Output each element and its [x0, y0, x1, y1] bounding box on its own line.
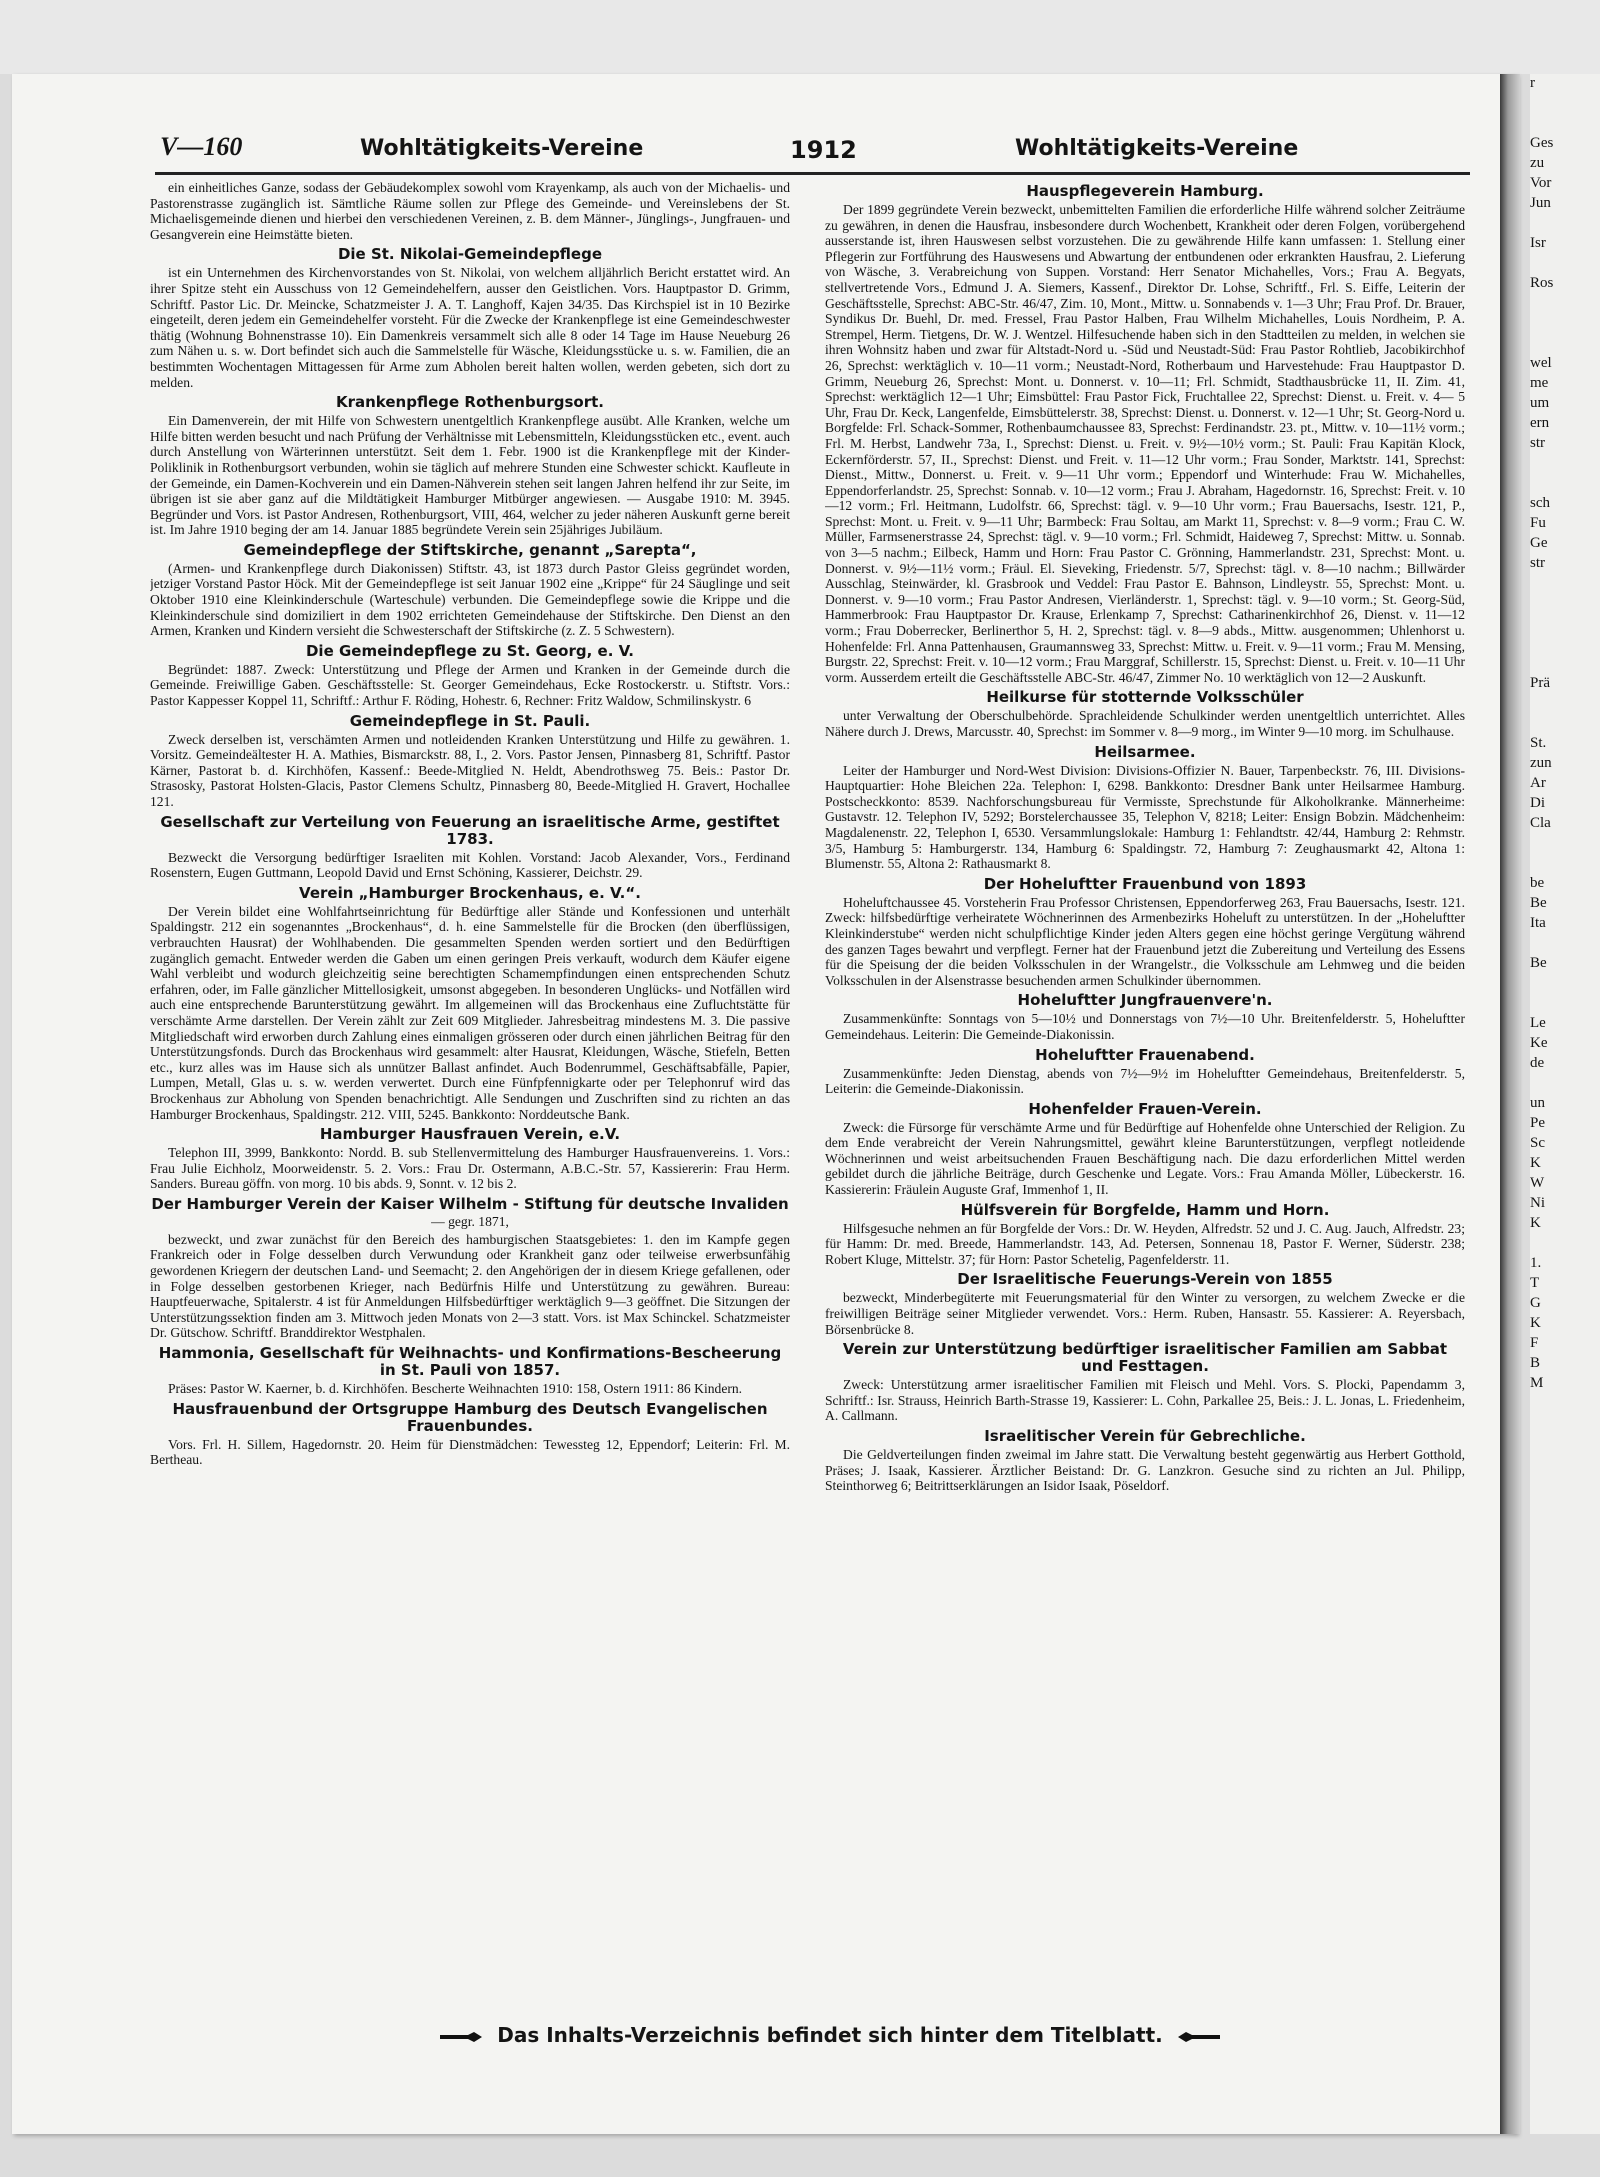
facing-page-fragment	[1530, 74, 1600, 2134]
entry-body: Der Verein bildet eine Wohlfahrtseinrichtung für Bedürftige aller Stände und Konfessionen und unterhält Spaldingstr. 212 ein sogenanntes „Brockenhaus“, d. h. eine Sammelstelle für die Brocken (den überflüssigen, verbrauchten Hausrat) der Wohlhabenden. Die gesammelten Spenden werden sortiert und den Bedürftigen zugänglich gemacht. Entweder werden die Gaben um einen geringen Preis verkauft, wodurch dem Käufer eigene Wahl verbleibt und wodurch gleichzeitig seine berechtigten Schamempfindungen einen entsprechenden Schutz erfahren, oder, im Falle gänzlicher Mittellosigkeit, umsonst abgegeben. In besonderen Unglücks- und Notfällen wird auch eine entsprechende Barunterstützung gewährt. Im allgemeinen will das Brockenhaus eine Zufluchtstätte für verschämte Arme darstellen. Der Verein zählt zur Zeit 609 Mitglieder. Jahresbeitrag mindestens M. 3. Die passive Mitgliedschaft wird erworben durch Zahlung eines einmaligen grösseren oder durch einen jährlichen Beitrag für den Unterstützungsfonds. Durch das Brockenhaus wird gesammelt: alter Hausrat, Kleidungen, Wäsche, Stiefeln, Betten etc., kurz alles was im Hause sich als unnützer Ballast anfindet. Auch Bodenrummel, Geschäftsabfälle, Papier, Lumpen, Metall, Glas u. s. w. werden verwertet. Durch eine Fünfpfennigkarte oder per Telephonruf wird das Brockenhaus zur Abholung von Spenden benachrichtigt. Alle Sendungen und Zuschriften sind zu richten an das Hamburger Brockenhaus, Spaldingstr. 212. VIII, 5245. Bankkonto: Norddeutsche Bank.	[150, 903, 790, 1122]
facing-page-line	[1530, 454, 1600, 474]
facing-page-line	[1530, 1074, 1600, 1094]
entry-title	[150, 394, 790, 411]
entry-title	[825, 1271, 1465, 1288]
entry-title	[150, 542, 790, 559]
facing-page-line	[1530, 714, 1600, 734]
facing-page-line: Di	[1530, 795, 1545, 811]
entry	[150, 1345, 790, 1397]
facing-page-line: Fu	[1530, 515, 1546, 531]
entry-body: Die Geldverteilungen finden zweimal im Jahre statt. Die Verwaltung besteht gegenwärtig aus Herbert Gotthold, Präses; J. Isaak, Kassierer. Ärztlicher Beistand: Dr. G. Lanzkron. Gesuche sind zu richten an Jul. Philipp, Steinthorweg 6; Beitrittserklärungen an Isidor Isaak, Pöseldorf.	[825, 1447, 1465, 1494]
entry	[825, 1047, 1465, 1097]
entry-title-text: Hammonia, Gesellschaft für Weihnachts- und Konfirmations-Bescheerung in St. Pauli von 1857.	[158, 1344, 782, 1380]
entry-body: Hilfsgesuche nehmen an für Borgfelde der Vors.: Dr. W. Heyden, Alfredstr. 52 und J. C. Aug. Jauch, Alfredstr. 23; für Hamm: Dr. med. Breede, Hammerlandstr. 143, Ad. Petersen, Sonnenau 18, Pastor F. Werner, Süderstr. 238; Robert Kluge, Mittelstr. 37; für Horn: Pastor Schetelig, Pagenfelderstr. 11.	[825, 1220, 1465, 1267]
facing-page-line: W	[1530, 1175, 1545, 1191]
entry	[150, 713, 790, 810]
footer-notice	[380, 2018, 1280, 2052]
facing-page-line: un	[1530, 1095, 1545, 1111]
facing-page-line	[1530, 1414, 1600, 1434]
entry-title	[825, 876, 1465, 893]
facing-page-line: Ge	[1530, 535, 1548, 551]
facing-page-line	[1530, 294, 1600, 314]
facing-page-line: K	[1530, 1215, 1541, 1231]
page-number: V—160	[160, 132, 243, 161]
pointing-hand-icon	[1176, 2030, 1222, 2044]
entry-body: Zweck: die Fürsorge für verschämte Arme und für Bedürftige auf Hohenfelde ohne Unterschied der Religion. Zu dem Ende verabreicht der Verein Nahrungsmittel, gewährt kleine Barunterstützungen, verpflegt notleidende Wöchnerinnen und weist arbeitsuchenden Frauen Beschäftigung nach. Die dazu erforderlichen Mittel werden gebildet durch die jährliche Beiträge, durch Geschenke und Legate. Vors.: Frau Amanda Möller, Lübeckerstr. 16. Kassiererin: Fräulein Auguste Graf, Immenhof 1, II.	[825, 1119, 1465, 1198]
facing-page-line: str	[1530, 435, 1545, 451]
facing-page-line: Vor	[1530, 175, 1552, 191]
entry-title	[150, 246, 790, 263]
entry-title-text: Der Israelitische Feuerungs-Verein von 1855	[957, 1270, 1333, 1289]
header-rule	[155, 172, 1470, 175]
facing-page-line	[1530, 594, 1600, 614]
facing-page-line: 1.	[1530, 1255, 1542, 1271]
entry-title-text: Verein zur Unterstützung bedürftiger israelitischer Familien am Sabbat und Festtagen.	[842, 1340, 1448, 1376]
facing-page-line: G	[1530, 1295, 1541, 1311]
entry	[825, 183, 1465, 685]
facing-page-line: Jun	[1530, 195, 1551, 211]
entry	[825, 689, 1465, 739]
facing-page-line	[1530, 974, 1600, 994]
facing-page-line	[1530, 694, 1600, 714]
facing-page-line: K	[1530, 1155, 1541, 1171]
entry-body: Zusammenkünfte: Jeden Dienstag, abends von 7½—9½ im Hoheluftter Gemeindehaus, Breitenfelderstr. 5, Leiterin: die Gemeinde-Diakonissin.	[825, 1065, 1465, 1097]
facing-page-line: Be	[1530, 895, 1547, 911]
facing-page-line: B	[1530, 1355, 1541, 1371]
entry-title-text: Verein „Hamburger Brockenhaus, e. V.“.	[299, 883, 641, 902]
entry-title-text: Die Gemeindepflege zu St. Georg, e. V.	[305, 641, 634, 660]
entry	[150, 542, 790, 639]
running-header	[0, 130, 1600, 170]
entry-title	[825, 1047, 1465, 1064]
facing-page-line: de	[1530, 1055, 1545, 1071]
entry-body: Hoheluftchaussee 45. Vorsteherin Frau Professor Christensen, Eppendorferweg 263, Frau Bauersachs, Isestr. 121. Zweck: hilfsbedürftige verheiratete Wöchnerinnen des Armenbezirks Hoheluft zu unterstützen. In der „Hoheluftter Kleinkinderstube“ werden nicht schulpflichtige Kinder jeden Alters gegen eine höchst geringe Vergütung während des ganzen Tages bewahrt und verpflegt. Ferner hat der Frauenbund jetzt die Zubereitung und Verteilung des Essens für die Speisung der die beiden Volksschulen in der Wrangelstr., die Volksschule am Lehmweg und die beiden Volksschulen in der Alsenstrasse besuchenden armen Schulkinder übernommen.	[825, 894, 1465, 988]
entry-title	[150, 1196, 790, 1230]
entry-title-text: Gesellschaft zur Verteilung von Feuerung an israelitische Arme, gestiftet 1783.	[160, 812, 780, 848]
entry-title-text: Hausfrauenbund der Ortsgruppe Hamburg des Deutsch Evangelischen Frauenbundes.	[172, 1399, 768, 1435]
facing-page-line: Ni	[1530, 1195, 1545, 1211]
facing-page-line: Ros	[1530, 275, 1554, 291]
facing-page-line: str	[1530, 555, 1545, 571]
entry-title	[825, 689, 1465, 706]
entry-title	[825, 744, 1465, 761]
facing-page-line	[1530, 254, 1600, 274]
facing-page-line: Cla	[1530, 815, 1551, 831]
entry	[150, 643, 790, 709]
entry-title	[150, 814, 790, 848]
facing-page-line	[1530, 94, 1600, 114]
facing-page-line: St.	[1530, 735, 1547, 751]
entry-title-text: Heilkurse für stotternde Volksschüler	[986, 688, 1304, 707]
entry	[150, 1126, 790, 1192]
header-title-left: Wohltätigkeits-Vereine	[360, 136, 644, 161]
facing-page-line: sch	[1530, 495, 1550, 511]
entry-title-text: Heilsarmee.	[1094, 742, 1196, 761]
entry	[150, 814, 790, 881]
entry-title-text: Hoheluftter Frauenabend.	[1035, 1045, 1255, 1064]
entry-title	[150, 1345, 790, 1379]
facing-page-line: Pe	[1530, 1115, 1545, 1131]
entry	[150, 246, 790, 390]
entry-title	[825, 1341, 1465, 1375]
facing-page-line: T	[1530, 1275, 1540, 1291]
facing-page-line: be	[1530, 875, 1545, 891]
entry-title-text: Die St. Nikolai-Gemeindepflege	[337, 245, 603, 264]
entry-body: unter Verwaltung der Oberschulbehörde. Sprachleidende Schulkinder werden unentgeltlich unterrichtet. Alles Nähere durch J. Drews, Marcusstr. 40, Sprechst: im Sommer v. 8—9 morg., im Winter 9—10 morg. im Schulhause.	[825, 708, 1465, 739]
entry-title-suffix: — gegr. 1871,	[431, 1213, 509, 1229]
entry-title	[150, 1126, 790, 1143]
entry-title	[825, 1428, 1465, 1445]
entry-title-text: Der Hoheluftter Frauenbund von 1893	[983, 874, 1307, 893]
entry-title-text: Gemeindepflege in St. Pauli.	[349, 711, 591, 730]
facing-page-line	[1530, 1454, 1600, 1474]
facing-page-line	[1530, 1234, 1600, 1254]
entry-body: Vors. Frl. H. Sillem, Hagedornstr. 20. Heim für Dienstmädchen: Tewessteg 12, Eppendorf; Leiterin: Frl. M. Bertheau.	[150, 1436, 790, 1468]
facing-page-line: Ges	[1530, 135, 1554, 151]
facing-page-line: Ke	[1530, 1035, 1548, 1051]
facing-page-line: me	[1530, 375, 1549, 391]
entry-title-text: Hohenfelder Frauen-Verein.	[1028, 1099, 1262, 1118]
entry	[150, 180, 790, 242]
facing-page-line: Be	[1530, 955, 1547, 971]
facing-page-line: zu	[1530, 155, 1545, 171]
entry	[150, 394, 790, 538]
entry-title	[825, 992, 1465, 1009]
entry	[825, 1428, 1465, 1494]
entry-body: bezweckt, und zwar zunächst für den Bereich des hamburgischen Staatsgebietes: 1. den im Kampfe gegen Frankreich oder in Folge desselben durch Verwundung oder Krankheit ganz oder teilweise erwerbsunfähig gewordenen Kriegern der deutschen Land- und Seemacht; 2. den Angehörigen der in diesem Kriege gefallenen, oder in Folge desselben gestorbenen Krieger, nach Bedürfnis Hilfe und Unterstützung zu gewähren. Bureau: Hauptfeuerwache, Spitalerstr. 4 ist für Anmeldungen Hilfsbedürftiger werktäglich 9—3 geöffnet. Die Sitzungen der Unterstützungssektion finden am 3. Mittwoch jeden Monats von 2—3 statt. Vors. ist Max Schinckel. Schatzmeister Dr. Gütschow. Schriftf. Branddirektor Westphalen.	[150, 1231, 790, 1341]
entry-title-text: Hamburger Hausfrauen Verein, e.V.	[319, 1125, 621, 1144]
facing-page-line: r	[1530, 75, 1535, 91]
entry-title-text: Hauspflegeverein Hamburg.	[1026, 182, 1264, 200]
entry-body: Zweck derselben ist, verschämten Armen und notleidenden Kranken Unterstützung und Hilfe zu gewähren. 1. Vorsitz. Gemeindeältester H. A. Mathies, Bismarckstr. 88, I., 2. Vors. Pastor Jensen, Pinnasberg 81, Schriftf. Pastor Kärner, Pastorat b. d. Kirchhöfen, Kassenf.: Beede-Mitglied N. Heldt, Abendrothsweg 75. Beis.: Pastor Dr. Strasosky, Pastorat Holsten-Glacis, Pastor Clemens Schultz, Pinnasberg 80, Beede-Mitglied H. Gravert, Hochallee 121.	[150, 731, 790, 809]
facing-page-line: Le	[1530, 1015, 1546, 1031]
entry	[150, 885, 790, 1122]
entry	[825, 992, 1465, 1042]
facing-page-line: Isr	[1530, 235, 1546, 251]
facing-page-line: K	[1530, 1315, 1541, 1331]
entry-body: Leiter der Hamburger und Nord-West Division: Divisions-Offizier N. Bauer, Tarpenbeckstr. 76, III. Divisions-Hauptquartier: Hohe Bleichen 22a. Telephon: I, 6298. Bankkonto: Dresdner Bank unter Heilsarmee Hamburg. Postscheckkonto: 8539. Nachforschungsbureau für Vermisste, Sprechstunde für Alkoholkranke. Männerheime: Gustavstr. 12. Telephon IV, 5292; Borstelerchaussee 35, Telephon V, 8218; Leiter: Ensign Bobzin. Mädchenheim: Magdalenenstr. 22, Telephon I, 6530. Versammlungslokale: Hamburg 1: Fehlandtstr. 42/44, Hamburg 2: Rehmstr. 3/5, Hamburg 5: Hamburgerstr. 134, Hamburg 6: Spaldingstr. 72, Hamburg 7: Zeughausmarkt 42, Altona 1: Blumenstr. 55, Altona 2: Rathausmarkt 8.	[825, 762, 1465, 872]
entry-body: ein einheitliches Ganze, sodass der Gebäudekomplex sowohl vom Krayenkamp, als auch von der Michaelis- und Pastorenstrasse zugänglich ist. Sämtliche Räume sollen zur Pflege des Gemeinde- und Vereinslebens der St. Michaelisgemeinde dienen und hierbei den verschiedenen Vereinen, z. B. dem Männer-, Jünglings-, Jungfrauen- und Gesangverein eine Heimstätte bieten.	[150, 180, 790, 242]
entry-body: Begründet: 1887. Zweck: Unterstützung und Pflege der Armen und Kranken in der Gemeinde durch die Gemeinde. Freiwillige Gaben. Geschäftsstelle: St. Georger Gemeindehaus, Ecke Rostockerstr. u. Stiftstr. Vors.: Pastor Kappesser Koppel 11, Schriftf.: Arthur F. Röding, Hohestr. 6, Rechner: Fritz Waldow, Schmilinskystr. 6	[150, 661, 790, 709]
facing-page-line	[1530, 994, 1600, 1014]
entry-title-text: Hülfsverein für Borgfelde, Hamm und Horn.	[960, 1200, 1330, 1219]
entry-title	[150, 713, 790, 730]
entry-title	[150, 643, 790, 660]
facing-page-line: Ita	[1530, 915, 1546, 931]
entry	[825, 744, 1465, 872]
entry-body: bezweckt, Minderbegüterte mit Feuerungsmaterial für den Winter zu versorgen, zu welchem Zwecke er die freiwilligen Beiträge seiner Mitglieder verwendet. Vors.: Herm. Ruben, Hansastr. 55. Kassierer: A. Reyersbach, Börsenbrücke 8.	[825, 1290, 1465, 1337]
entry-body: Zweck: Unterstützung armer israelitischer Familien mit Fleisch und Mehl. Vors. S. Plocki, Papendamm 3, Schriftf.: Isr. Strauss, Heinrich Barth-Strasse 19, Kassierer: L. Cohn, Parkallee 25, Beis.: J. L. Jonas, L. Friedenheim, A. Callmann.	[825, 1377, 1465, 1424]
entry-body: Telephon III, 3999, Bankkonto: Nordd. B. sub Stellenvermittelung des Hamburger Hausfrauenvereins. 1. Vors.: Frau Julie Eichholz, Moorweidenstr. 5. 2. Vors.: Frau Dr. Ostermann, A.B.C.-Str. 57, Kassiererin: Frau Herm. Sanders. Bureau göffn. von morg. 10 bis abds. 9, Sonnt. v. 12 bis 2.	[150, 1145, 790, 1192]
entry-title	[825, 183, 1465, 200]
facing-page-line	[1530, 934, 1600, 954]
entry-body: Zusammenkünfte: Sonntags von 5—10½ und Donnerstags von 7½—10 Uhr. Breitenfelderstr. 5, Hoheluftter Gemeindehaus. Leiterin: Die Gemeinde-Diakonissin.	[825, 1011, 1465, 1042]
entry-body: Bezweckt die Versorgung bedürftiger Israeliten mit Kohlen. Vorstand: Jacob Alexander, Vors., Ferdinand Rosenstern, Eugen Guttmann, Leopold David und Ernst Schöning, Kassierer, Deichstr. 29.	[150, 849, 790, 881]
facing-page-line: Ar	[1530, 775, 1546, 791]
entry	[825, 1341, 1465, 1424]
entry-title-text: Gemeindepflege der Stiftskirche, genannt „Sarepta“,	[243, 540, 697, 559]
right-column	[825, 180, 1465, 2015]
facing-page-line: um	[1530, 395, 1550, 411]
entry-title-text: Hoheluftter Jungfrauenvere'n.	[1017, 991, 1273, 1010]
facing-page-line	[1530, 1434, 1600, 1454]
left-column	[150, 180, 790, 2015]
entry-body: Präses: Pastor W. Kaerner, b. d. Kirchhöfen. Bescherte Weihnachten 1910: 158, Ostern 1911: 86 Kindern.	[168, 1381, 743, 1397]
entry-title-text: Der Hamburger Verein der Kaiser Wilhelm - Stiftung für deutsche Invaliden	[151, 1194, 789, 1213]
entry	[150, 1196, 790, 1341]
entry-body: (Armen- und Krankenpflege durch Diakonissen) Stiftstr. 43, ist 1873 durch Pastor Gleiss gegründet worden, jetziger Vorstand Pastor Höck. Mit der Gemeindepflege ist seit Januar 1902 eine „Krippe“ für 24 Säuglinge und seit Oktober 1910 eine Kleinkinderschule (Warteschule) verbunden. Die Gemeindepflege sowie die Krippe und die Kleinkinderschule sind domiziliert in dem 1902 errichteten Gemeindehause der Stiftskirche. Den Dienst an den Armen, Kranken und Kindern versieht die Schwesterschaft der Stiftskirche (z. Z. 5 Schwestern).	[150, 560, 790, 639]
entry-title	[825, 1101, 1465, 1118]
facing-page-line	[1530, 634, 1600, 654]
facing-page-line: M	[1530, 1375, 1544, 1391]
facing-page-line: ern	[1530, 415, 1550, 431]
facing-page-line: zun	[1530, 755, 1552, 771]
facing-page-line	[1530, 854, 1600, 874]
entry-title	[150, 885, 790, 902]
entry-title	[150, 1401, 790, 1435]
facing-page-line	[1530, 334, 1600, 354]
facing-page-line: wel	[1530, 355, 1552, 371]
scan-background	[0, 0, 1600, 74]
entry-body: Der 1899 gegründete Verein bezweckt, unbemittelten Familien die erforderliche Hilfe während solcher Zeiträume zu gewähren, in denen die Hausfrau, insbesondere durch Wochenbett, Krankheit oder deren Folgen, vorübergehend ausserstande ist, ihren Hauswesen selbst vorzustehen. Die zu gewährende Hilfe kann umfassen: 1. Stellung einer Pflegerin zur Fortführung des Hauswesens und Abwartung der entbundenen oder erkrankten Hausfrau, 2. Lieferung von Wäsche, 3. Verabreichung von Suppen. Vorstand: Herr Senator Michahelles, Vors.; Frau A. Begyats, stellvertretende Vors., Edmund J. A. Siemers, Kassenf., Direktor Dr. Lohse, Schriftf., Frl. S. Eiffe, Leiterin der Geschäftsstelle, Sprechst: ABC-Str. 46/47, Zim. 10, Mont., Mittw. u. Sonnabends v. 1—3 Uhr; Frau Prof. Dr. Brauer, Syndikus Dr. Buehl, Dr. med. Fressel, Frau Pastor Halben, Frau Wilhelm Michahelles, Louis Nordheim, P. A. Strempel, Herm. Tietgens, Dr. W. J. Wentzel. Hilfesuchende haben sich in den Stadtteilen zu melden, in welchen sie ihren Wohnsitz haben und zwar für Altstadt-Nord u. -Süd und Neustadt-Süd: Frau Pastor Rohtlieb, Jacobikirchhof 26, Sprechst: werktäglich v. 10—11 vorm.; Neustadt-Nord, Rotherbaum und Harvestehude: Frau Hauptpastor D. Grimm, Neueburg 26, Sprechst: Mont. u. Donnerst. v. 10—11; Frl. Schmidt, Stadthausbrücke 11, II. Zim. 41, Sprechst: werktäglich 12—1 Uhr; Eimsbüttel: Frau Pastor Fick, Fruchtallee 22, Sprechst: Dienst. u. Freit. v. 4— 5 Uhr, Frau Dr. Keck, Langenfelde, Eimsbüttelerstr. 38, Sprechst: Dienst. u. Donnerst. v. 12—1 Uhr; St. Georg-Nord u. Borgfelde: Frl. Schack-Sommer, Rothenbaumchaussee 83, Sprechst: Ferdinandstr. 23. pt., Mittw. v. 10—11½ vorm.; Frl. M. Herbst, Landwehr 73a, I., Sprechst: Dienst. u. Freit. v. 9½—10½ vorm.; St. Pauli: Frau Kapitän Klock, Eckernförderstr. 57, II., Sprechst: Dienst. und Freit. v. 11—12 Uhr vorm.; Frau Sonder, Marktstr. 141, Sprechst: Dienst., Mittw., Donnerst. u. Freit. v. 9—11 Uhr vorm.; Eppendorf und Winterhude: Frau W. Michahelles, Eppendorferlandstr. 25, Sprechst: Sonnab. v. 10—12 vorm.; Frau J. Abraham, Hagedornstr. 16, Sprechst: Freit. v. 10—12 vorm.; Frl. Heitmann, Ludolfstr. 66, Sprechst: tägl. v. 9—10 Uhr vorm.; Frau Bauersachs, Isestr. 121, P., Sprechst: Mont. u. Freit. v. 9—11 Uhr; Barmbeck: Frau Soltau, am Markt 11, Sprechst: v. 8—9 vorm.; Frau C. W. Müller, Farmsenerstrasse 24, Sprechst: tägl. v. 9—10 vorm.; Frl. Schmidt, Haideweg 7, Sprechst: Mittw. u. Sonnab. von 3—5 nachm.; Eilbeck, Hamm und Horn: Frau Pastor C. Grönning, Hammerlandstr. 231, Sprechst: Mont. u. Donnerst. v. 9½—11½ vorm.; Fräul. El. Sieveking, Friedenstr. 5/7, Sprechst: tägl. v. 8—10 nachm.; Billwärder Ausschlag, Steinwärder, kl. Grasbrook und Veddel: Frau Pastor E. Bahnson, Lindleystr. 55, Sprechst: Mont. u. Donnerst. v. 9—10 vorm.; Frau Pastor Andresen, Vierländerstr. 1, Sprechst: tägl. v. 9—10 vorm.; St. Georg-Süd, Hammerbrook: Frau Hauptpastor Dr. Krause, Erlenkamp 7, Sprechst: Catharinenkirchhof 26, Dienst. v. 11—12 vorm.; Frau Doberrecker, Berlinerthor 5, H. 2, Sprechst: tägl. v. 8—9 abds., Mittw. ausgenommen; Uhlenhorst u. Hohenfelde: Frl. Anna Pattenhausen, Graumannsweg 33, Sprechst: Mittw. u. Freit. v. 9—11 vorm.; Frau M. Mensing, Burgstr. 22, Sprechst: Freit. v. 10—12 vorm.; Frau Marggraf, Schillerstr. 15, Sprechst: Dienst. u. Freit. v. 10—11 Uhr vorm. Ausserdem erteilt die Geschäftsstelle ABC-Str. 46/47, Zimmer No. 10 werktäglich von 12—2 Auskunft.	[825, 202, 1465, 685]
entry-title-text: Israelitischer Verein für Gebrechliche.	[984, 1427, 1306, 1445]
entry	[825, 1271, 1465, 1337]
entry	[825, 1101, 1465, 1198]
pointing-hand-icon	[438, 2030, 484, 2044]
entry	[825, 876, 1465, 989]
entry-title-text: Krankenpflege Rothenburgsort.	[335, 393, 604, 412]
facing-page-line: Prä	[1530, 675, 1550, 691]
facing-page-line	[1530, 474, 1600, 494]
entry	[825, 1202, 1465, 1268]
entry-body: ist ein Unternehmen des Kirchenvorstandes von St. Nikolai, von welchem alljährlich Bericht erstattet wird. An ihrer Spitze steht ein Ausschuss von 12 Gemeindehelfern, ausser den Geistlichen. Vors. Hauptpastor D. Grimm, Schriftf. Pastor Lic. Dr. Meincke, Schatzmeister J. A. T. Langhoff, Kajen 34/35. Das Kirchspiel ist in 10 Bezirke eingeteilt, deren jedem ein Gemeindehelfer vorsteht. Für die Zwecke der Krankenpflege ist eine Gemeindeschwester thätig (Wohnung Bohnenstrasse 10). Ein Damenkreis versammelt sich alle 8 oder 14 Tage im Hause Neueburg 26 zum Nähen u. s. w. Dort befindet sich auch die Sammelstelle für Wäsche, Kleidungsstücke u. s. w. Familien, die an bestimmten Wochentagen Mittagessen für Arme zum Abholen bereit halten wollen, werden gebeten, sich dort zu melden.	[150, 265, 790, 390]
entry	[150, 1401, 790, 1468]
footer-text: Das Inhalts-Verzeichnis befindet sich hinter dem Titelblatt.	[497, 2023, 1163, 2047]
facing-page-line	[1530, 654, 1600, 674]
facing-page-line	[1530, 574, 1600, 594]
facing-page-line: F	[1530, 1335, 1539, 1351]
header-title-right: Wohltätigkeits-Vereine	[1015, 136, 1299, 161]
page-gutter-shadow	[1500, 74, 1520, 2134]
entry-body: Ein Damenverein, der mit Hilfe von Schwestern unentgeltlich Krankenpflege ausübt. Alle Kranken, welche um Hilfe bitten werden besucht und nach Prüfung der Verhältnisse mit Lebensmitteln, Kleidungsstücken etc., event. auch durch Anstellung von Wärterinnen unterstützt. Seit dem 1. Febr. 1900 ist die Krankenpflege mit der Kinder-Poliklinik in Rothenburgsort verbunden, wohin sie täglich auf mehrere Stunden eine Schwester schickt. Kaufleute in der Gemeinde, ein Damen-Kochverein und ein Damen-Nähverein stehen seit langen Jahren helfend ihr zur Seite, im übrigen ist sie aber ganz auf die Mildtätigkeit Hamburger Mitbürger angewiesen. — Ausgabe 1910: M. 3945. Begründer und Vors. ist Pastor Andresen, Rothenburgsort, VIII, 464, welcher zu jeder näheren Auskunft gerne bereit ist. Im Jahre 1910 beging der am 14. Januar 1885 begründete Verein sein 25jähriges Jubiläum.	[150, 413, 790, 538]
header-year: 1912	[790, 136, 857, 164]
facing-page-line	[1530, 834, 1600, 854]
entry-title	[825, 1202, 1465, 1219]
facing-page-line	[1530, 614, 1600, 634]
facing-page-line: Sc	[1530, 1135, 1545, 1151]
facing-page-line	[1530, 214, 1600, 234]
facing-page-line	[1530, 314, 1600, 334]
facing-page-line	[1530, 1394, 1600, 1414]
